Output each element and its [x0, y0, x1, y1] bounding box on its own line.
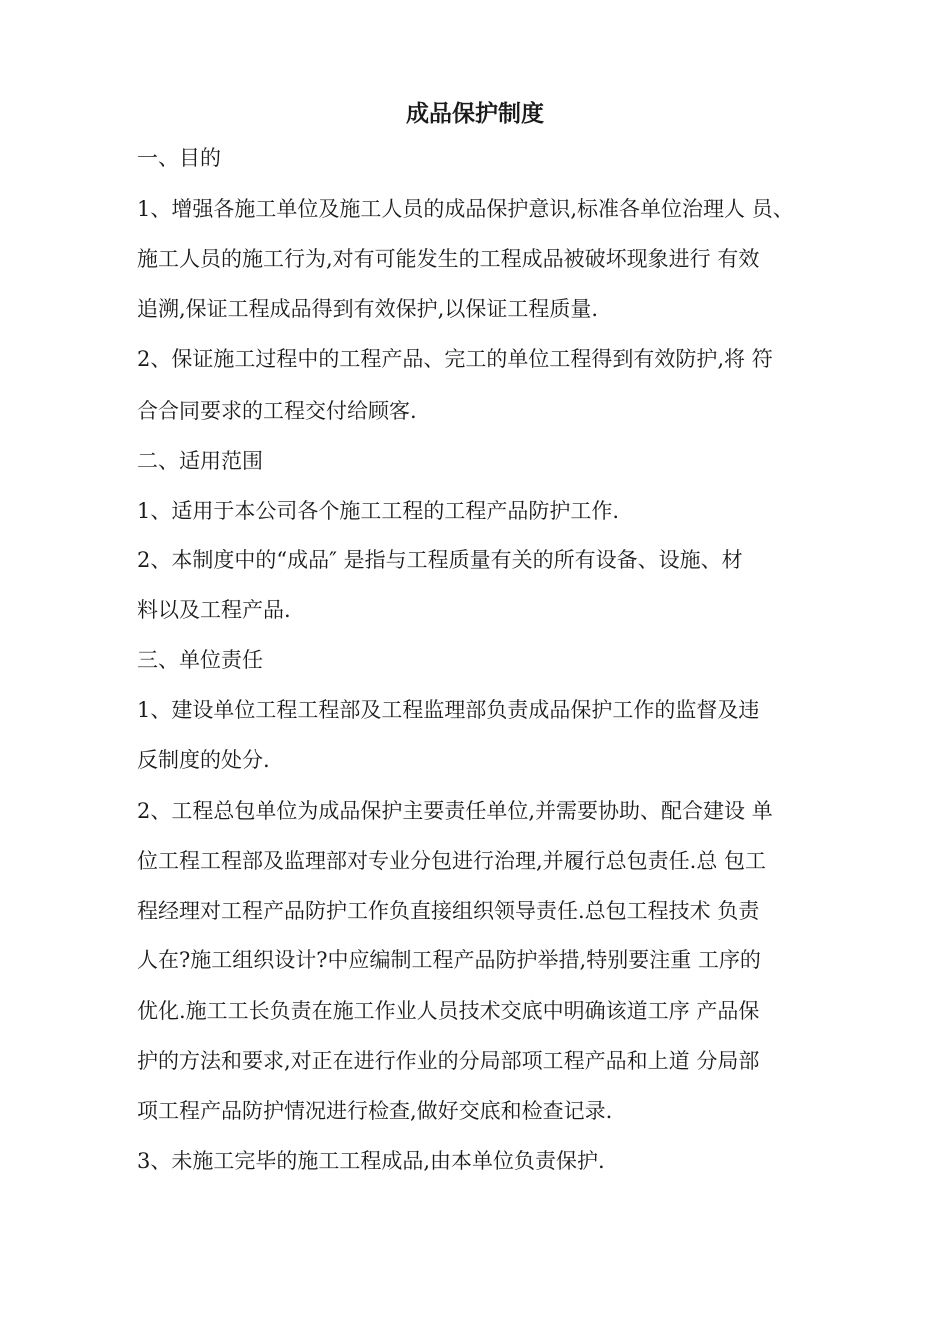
- paragraph-line: 合合同要求的工程交付给顾客.: [137, 399, 417, 423]
- paragraph-line: 1、建设单位工程工程部及工程监理部负责成品保护工作的监督及违: [137, 698, 760, 722]
- paragraph-line: 料以及工程产品.: [137, 598, 291, 622]
- paragraph-line: 反制度的处分.: [137, 748, 270, 772]
- paragraph-line: 项工程产品防护情况进行检查,做好交底和检查记录.: [137, 1099, 613, 1123]
- paragraph-line: 优化.施工工长负责在施工作业人员技术交底中明确该道工序 产品保: [137, 999, 760, 1023]
- paragraph-line: 1、适用于本公司各个施工工程的工程产品防护工作.: [137, 499, 620, 523]
- paragraph-line: 2、保证施工过程中的工程产品、完工的单位工程得到有效防护,将 符: [137, 347, 773, 371]
- paragraph-line: 程经理对工程产品防护工作负直接组织领导责任.总包工程技术 负责: [137, 899, 760, 923]
- paragraph-line: 位工程工程部及监理部对专业分包进行治理,并履行总包责任.总 包工: [137, 849, 767, 873]
- paragraph-line: 2、本制度中的“成品″ 是指与工程质量有关的所有设备、设施、材: [137, 548, 743, 572]
- paragraph-line: 追溯,保证工程成品得到有效保护,以保证工程质量.: [137, 297, 599, 321]
- section-heading-scope: 二、适用范围: [137, 449, 263, 473]
- paragraph-line: 护的方法和要求,对正在进行作业的分局部项工程产品和上道 分局部: [137, 1049, 760, 1073]
- paragraph-line: 1、增强各施工单位及施工人员的成品保护意识,标准各单位治理人 员、: [137, 197, 794, 221]
- paragraph-line: 施工人员的施工行为,对有可能发生的工程成品被破坏现象进行 有效: [137, 247, 760, 271]
- paragraph-line: 3、未施工完毕的施工工程成品,由本单位负责保护.: [137, 1149, 605, 1173]
- section-heading-responsibility: 三、单位责任: [137, 648, 263, 672]
- paragraph-line: 2、工程总包单位为成品保护主要责任单位,并需要协助、配合建设 单: [137, 799, 773, 823]
- paragraph-line: 人在?施工组织设计?中应编制工程产品防护举措,特别要注重 工序的: [137, 948, 761, 972]
- document-title: 成品保护制度: [406, 101, 544, 127]
- section-heading-purpose: 一、目的: [137, 146, 221, 170]
